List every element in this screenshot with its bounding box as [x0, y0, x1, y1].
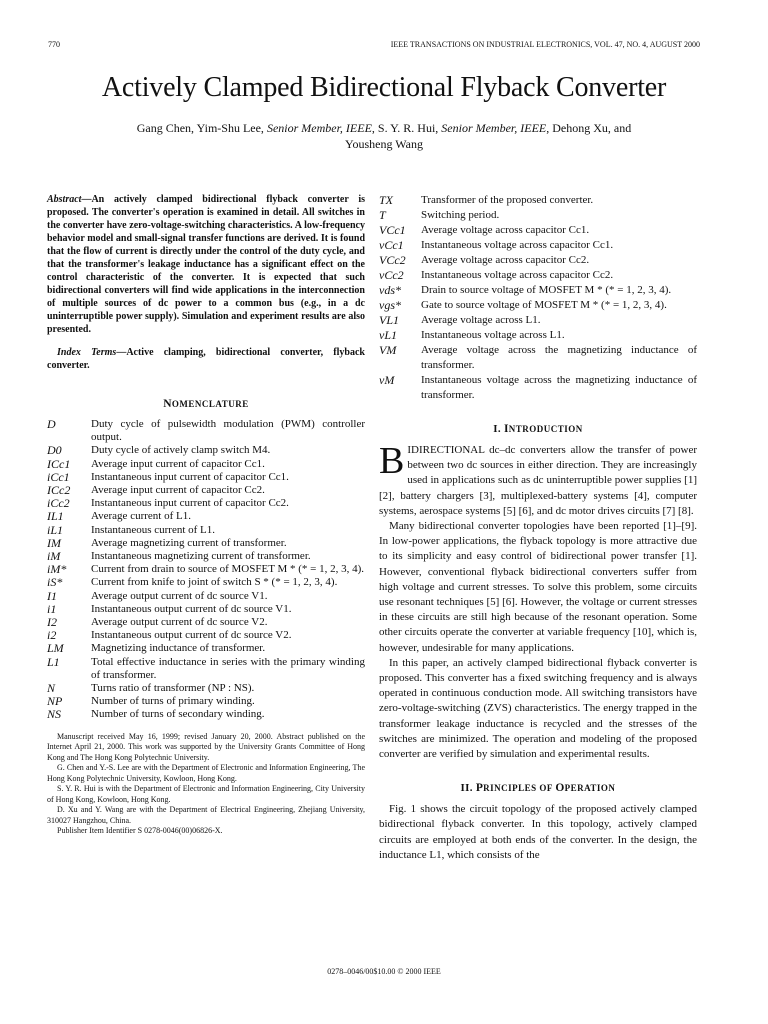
nomenclature-symbol: VL1 [379, 313, 400, 327]
nomenclature-symbol: iM* [47, 562, 67, 577]
nomenclature-symbol: iS* [47, 575, 63, 590]
intro-paragraph-3: In this paper, an actively clamped bidirectional flyback converter is proposed. This converter has a fixed switching frequency and is always operated in continuous conduction mode. All switching transistors have zero-voltage-switching (ZVS) characteristics. The energy trapped in the transformer leakage inductance is recycled and the stresses of the switches are minimized. The operation and modeling of the proposed converter are verified by simulation and experimental results. [379, 656, 697, 761]
right-column [379, 193, 697, 863]
introduction-body [379, 440, 697, 762]
nomenclature-entry [47, 418, 365, 444]
nomenclature-symbol: iL1 [47, 522, 64, 537]
nomenclature-list-left [47, 418, 365, 722]
nomenclature-entry [379, 298, 697, 313]
nomenclature-definition: Number of turns of secondary winding. [91, 708, 265, 721]
nomenclature-definition: Instantaneous voltage across L1. [421, 329, 565, 341]
nomenclature-entry [47, 682, 365, 695]
nomenclature-entry [47, 629, 365, 642]
heading-initial-2: O [555, 782, 565, 795]
nomenclature-definition: Instantaneous current of L1. [91, 523, 216, 536]
nomenclature-definition: Switching period. [421, 209, 500, 221]
nomenclature-definition: Average voltage across capacitor Cc2. [421, 254, 590, 266]
heading-rest-2: PERATION [564, 783, 616, 794]
nomenclature-entry [47, 510, 365, 523]
nomenclature-symbol: iCc2 [47, 496, 70, 511]
nomenclature-definition: Transformer of the proposed converter. [421, 194, 594, 206]
nomenclature-definition: Number of turns of primary winding. [91, 695, 255, 708]
nomenclature-entry [47, 708, 365, 721]
nomenclature-definition: Turns ratio of transformer (NP : NS). [91, 682, 255, 695]
heading-number: I. [493, 423, 501, 435]
intro-paragraph-1 [379, 440, 697, 519]
nomenclature-definition: Total effective inductance in series with the primary winding of transformer. [91, 655, 365, 681]
nomenclature-symbol: i1 [47, 601, 57, 616]
nomenclature-entry [47, 550, 365, 563]
nomenclature-definition: Average voltage across the magnetizing inductance of transformer. [421, 344, 697, 371]
author-names-2: , S. Y. R. Hui, [371, 121, 439, 135]
footnote-affiliation-1: G. Chen and Y.-S. Lee are with the Department of Electronic and Information Engineering, The Hong Kong Polytechnic University, Kowloon, Hong Kong. [47, 763, 365, 783]
heading-number: II. [460, 782, 473, 795]
nomenclature-entry [379, 373, 697, 403]
nomenclature-entry [379, 223, 697, 238]
nomenclature-symbol: I2 [47, 615, 57, 630]
nomenclature-definition: Duty cycle of pulsewidth modulation (PWM) controller output. [91, 418, 365, 444]
nomenclature-symbol: vgs* [379, 298, 401, 312]
author-role-2: Senior Member, IEEE [441, 121, 547, 135]
principles-body [379, 802, 697, 863]
nomenclature-entry [47, 458, 365, 471]
nomenclature-symbol: D0 [47, 443, 62, 458]
nomenclature-definition: Average current of L1. [91, 510, 191, 523]
index-terms-text: Active clamping, bidirectional converter, flyback converter. [47, 347, 365, 371]
nomenclature-entry [47, 524, 365, 537]
abstract-dash: — [81, 194, 92, 205]
nomenclature-definition: Instantaneous input current of capacitor Cc2. [91, 497, 289, 510]
paper-title: Actively Clamped Bidirectional Flyback Converter [101, 72, 667, 103]
nomenclature-definition: Instantaneous output current of dc source V2. [91, 629, 292, 642]
nomenclature-entry [47, 576, 365, 589]
nomenclature-symbol: vCc1 [379, 238, 404, 252]
nomenclature-entry [379, 313, 697, 328]
heading-rest: OMENCLATURE [171, 399, 249, 409]
heading-initial-1: P [475, 782, 484, 795]
nomenclature-definition: Instantaneous output current of dc source V1. [91, 602, 292, 615]
nomenclature-symbol: ICc1 [47, 456, 71, 471]
nomenclature-symbol: vM [379, 373, 395, 387]
nomenclature-symbol: IM [47, 535, 61, 550]
nomenclature-symbol: ICc2 [47, 483, 71, 498]
author-names-3: , Dehong Xu, and [546, 121, 632, 135]
nomenclature-entry [379, 283, 697, 298]
author-role-1: Senior Member, IEEE [266, 121, 372, 135]
nomenclature-symbol: VCc1 [379, 223, 406, 237]
nomenclature-symbol: IL1 [47, 509, 64, 524]
running-header [48, 40, 700, 49]
nomenclature-entry [47, 484, 365, 497]
nomenclature-definition: Average voltage across capacitor Cc1. [421, 224, 590, 236]
left-column [47, 193, 365, 837]
nomenclature-symbol: I1 [47, 588, 57, 603]
nomenclature-heading [47, 398, 365, 410]
page-number: 770 [48, 40, 60, 49]
nomenclature-definition: Instantaneous voltage across capacitor Cc2. [421, 269, 614, 281]
nomenclature-definition: Gate to source voltage of MOSFET M * (* = 1, 2, 3, 4). [421, 299, 667, 311]
footnote-affiliation-2: S. Y. R. Hui is with the Department of Electronic and Information Engineering, City University of Hong Kong, Kowloon, Hong Kong. [47, 784, 365, 804]
journal-name: IEEE TRANSACTIONS ON INDUSTRIAL ELECTRONICS, VOL. 47, NO. 4, AUGUST 2000 [390, 40, 700, 49]
nomenclature-symbol: L1 [47, 654, 60, 669]
nomenclature-entry [379, 268, 697, 283]
intro-paragraph-2: Many bidirectional converter topologies have been reported [1]–[9]. In low-power applications, the flyback topology is more attractive due to its simplicity and easy control of bidirectional power transfer [1]. However, conventional flyback bidirectional converters suffer from high voltage and current stresses. To solve this problem, some circuits use resonant techniques [5] [6]. However, the voltage or current stresses in these circuits are still high because of the resonant operation. Some other circuits operate the converter at variable frequency [10], which is, however, undesirable for many applications. [379, 520, 697, 654]
author-list [60, 120, 708, 152]
nomenclature-symbol: D [47, 417, 56, 431]
index-terms-label: Index Terms [57, 347, 117, 358]
nomenclature-definition: Average input current of capacitor Cc2. [91, 484, 265, 497]
nomenclature-symbol: vL1 [379, 328, 397, 342]
nomenclature-symbol: vds* [379, 283, 401, 297]
nomenclature-symbol: NP [47, 694, 63, 709]
nomenclature-definition: Instantaneous input current of capacitor Cc1. [91, 470, 289, 483]
abstract [47, 193, 365, 336]
nomenclature-entry [47, 563, 365, 576]
nomenclature-entry [47, 537, 365, 550]
nomenclature-symbol: VM [379, 343, 397, 357]
drop-cap: B [379, 440, 405, 482]
nomenclature-definition: Drain to source voltage of MOSFET M * (* = 1, 2, 3, 4). [421, 284, 672, 296]
nomenclature-definition: Current from drain to source of MOSFET M * (* = 1, 2, 3, 4). [91, 563, 365, 576]
nomenclature-symbol: i2 [47, 628, 57, 643]
abstract-text: An actively clamped bidirectional flyback converter is proposed. The converter's operation is examined in detail. All switches in the converter have zero-voltage-switching characteristics. A low-frequency behavior model and small-signal transfer functions are derived. It is found that the flow of current is directly under the control of the duty cycle, and that the transformer's leakage inductance has a significant effect on the control characteristic of the converter. It is expected that such bidirectional converters will find wide applications in the interconnection of multiple sources of dc power to a common bus (e.g., in a dc uninterruptible power supply). Simulation and experiment results are also presented. [47, 194, 365, 335]
nomenclature-entry [379, 328, 697, 343]
nomenclature-symbol: T [379, 208, 386, 222]
nomenclature-entry [379, 238, 697, 253]
nomenclature-symbol: iM [47, 549, 61, 564]
nomenclature-list-right [379, 193, 697, 403]
nomenclature-entry [379, 208, 697, 223]
nomenclature-definition: Instantaneous magnetizing current of transformer. [91, 550, 311, 563]
nomenclature-symbol: VCc2 [379, 253, 406, 267]
nomenclature-entry [47, 471, 365, 484]
heading-rest: NTRODUCTION [508, 424, 583, 434]
footnote [47, 732, 365, 837]
heading-initial: N [163, 398, 172, 410]
nomenclature-symbol: iCc1 [47, 469, 70, 484]
nomenclature-symbol: N [47, 681, 56, 696]
nomenclature-entry [379, 343, 697, 373]
abstract-label: Abstract [47, 194, 82, 205]
nomenclature-definition: Instantaneous voltage across the magnetizing inductance of transformer. [421, 374, 697, 401]
nomenclature-definition: Average magnetizing current of transformer. [91, 536, 287, 549]
nomenclature-entry [47, 656, 365, 682]
nomenclature-definition: Current from knife to joint of switch S * (* = 1, 2, 3, 4). [91, 576, 338, 589]
nomenclature-entry [379, 253, 697, 268]
heading-rest-1: RINCIPLES OF [483, 783, 556, 794]
author-names-4: Yousheng Wang [345, 137, 423, 151]
nomenclature-entry [47, 642, 365, 655]
nomenclature-definition: Average output current of dc source V1. [91, 589, 268, 602]
nomenclature-entry [47, 444, 365, 457]
principles-heading [379, 782, 697, 794]
nomenclature-entry [47, 695, 365, 708]
intro-paragraph-1-text: IDIRECTIONAL dc–dc converters allow the transfer of power between two dc sources in either direction. They are increasingly used in applications such as dc uninterruptible power supplies [1] [2], battery chargers [3], multiplexed-battery systems [4], computer systems, aerospace systems [5] [6], and dc motor drives circuits [7] [8]. [379, 444, 697, 517]
nomenclature-symbol: LM [47, 641, 64, 656]
nomenclature-definition: Magnetizing inductance of transformer. [91, 642, 266, 655]
nomenclature-symbol: TX [379, 193, 394, 207]
footnote-affiliation-3: D. Xu and Y. Wang are with the Department of Electrical Engineering, Zhejiang University, 310027 Hangzhou, China. [47, 805, 365, 825]
index-terms-dash: — [116, 347, 127, 358]
nomenclature-entry [47, 590, 365, 603]
nomenclature-definition: Average input current of capacitor Cc1. [91, 457, 265, 470]
introduction-heading [379, 423, 697, 435]
heading-initial: I [503, 423, 509, 435]
nomenclature-symbol: NS [47, 707, 62, 722]
nomenclature-entry [379, 193, 697, 208]
nomenclature-definition: Duty cycle of actively clamp switch M4. [91, 444, 271, 457]
index-terms [47, 346, 365, 372]
principles-paragraph-1: Fig. 1 shows the circuit topology of the proposed actively clamped bidirectional flyback converter. In this topology, actively clamped circuits are employed at both ends of the converter. In the design, the inductance L1, which consists of the [379, 803, 697, 861]
nomenclature-definition: Average voltage across L1. [421, 314, 541, 326]
nomenclature-entry [47, 497, 365, 510]
footnote-identifier: Publisher Item Identifier S 0278-0046(00)06826-X. [57, 826, 223, 836]
author-names-1: Gang Chen, Yim-Shu Lee, [136, 121, 264, 135]
nomenclature-definition: Average output current of dc source V2. [91, 616, 268, 629]
nomenclature-entry [47, 603, 365, 616]
copyright-footer: 0278–0046/00$10.00 © 2000 IEEE [327, 967, 441, 976]
nomenclature-symbol: vCc2 [379, 268, 404, 282]
nomenclature-definition: Instantaneous voltage across capacitor Cc1. [421, 239, 614, 251]
nomenclature-entry [47, 616, 365, 629]
footnote-received: Manuscript received May 16, 1999; revised January 20, 2000. Abstract published on the Internet April 21, 2000. This work was supported by the University Grants Committee of Hong Kong and The Hong Kong Polytechnic University. [47, 731, 365, 762]
